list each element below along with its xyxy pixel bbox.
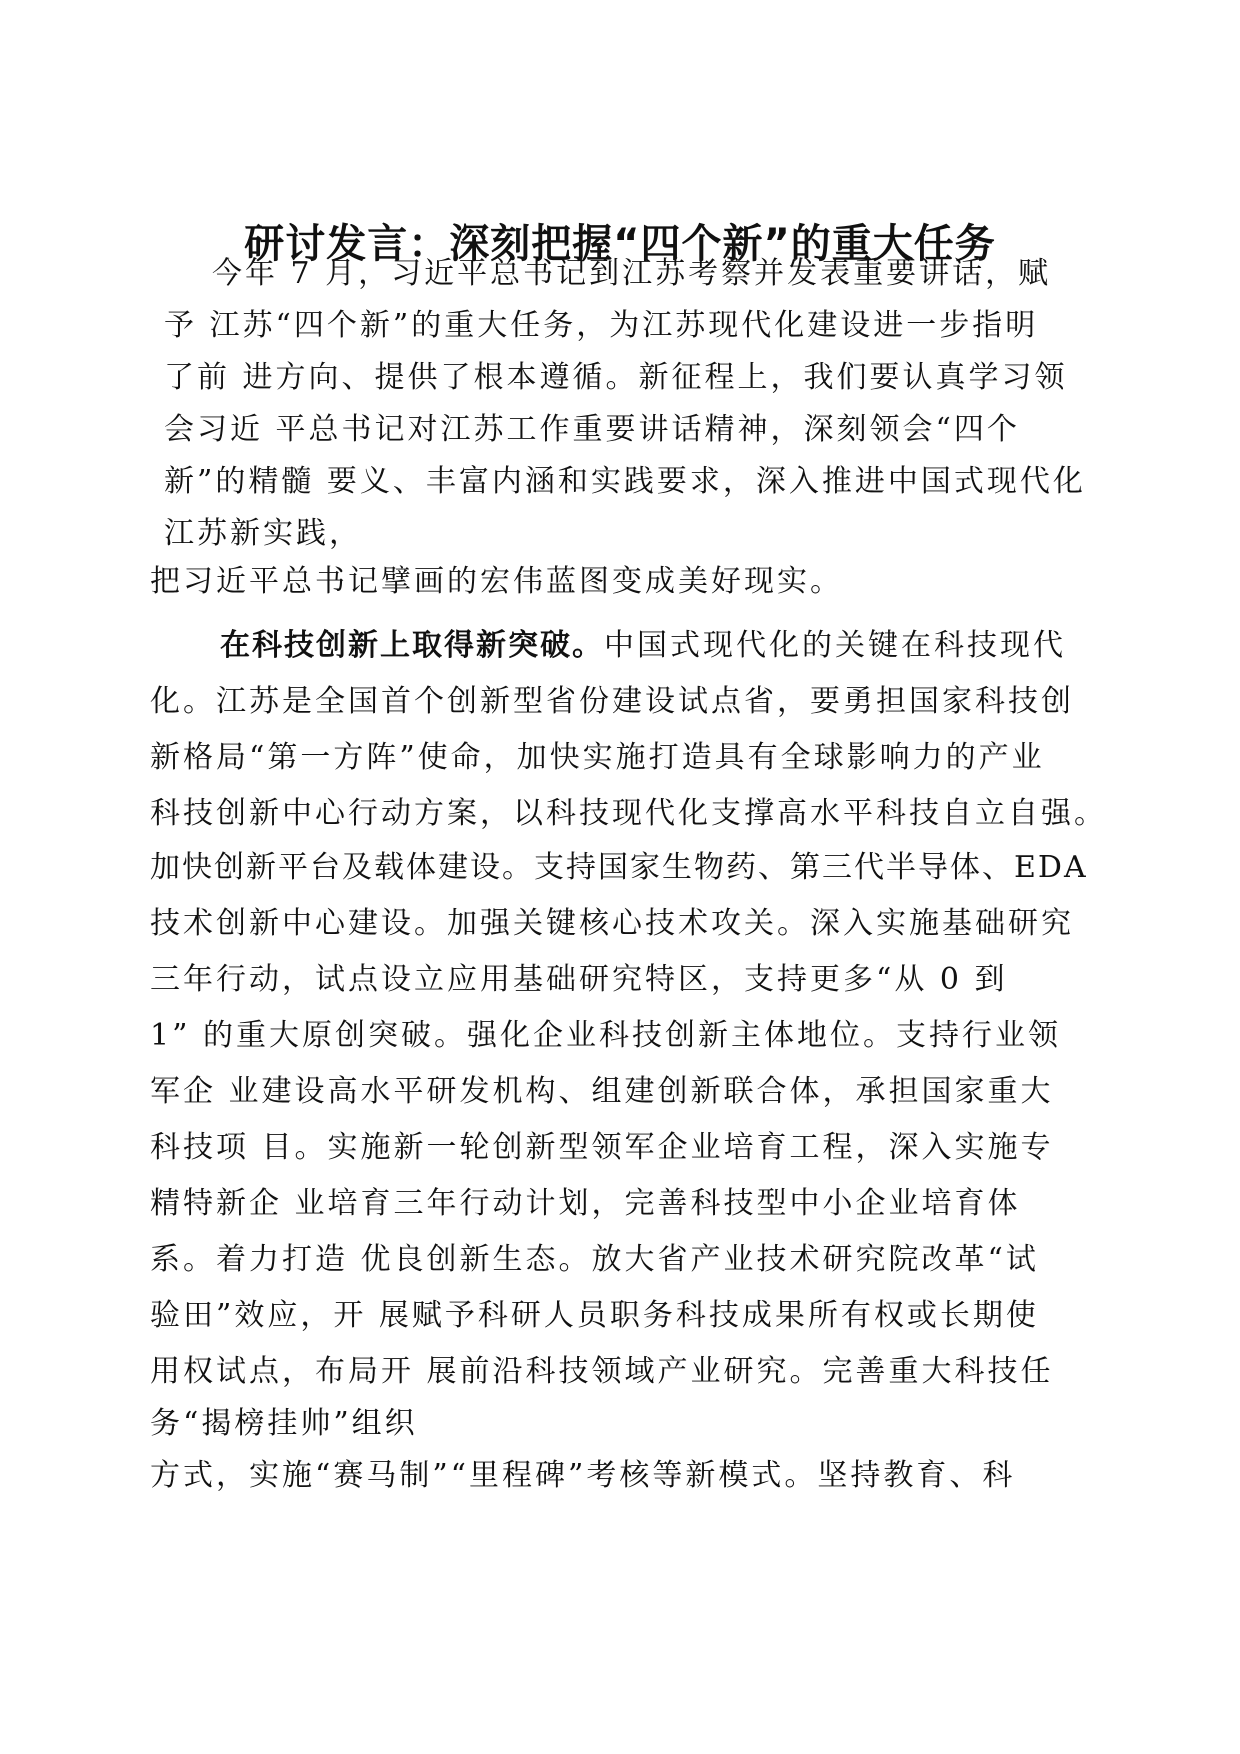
paragraph-2-line-13: 验田”效应，开 展赋予科研人员职务科技成果所有权或长期使 [150, 1298, 1039, 1333]
paragraph-2-line-11: 精特新企 业培育三年行动计划，完善科技型中小企业培育体 [150, 1186, 1021, 1221]
paragraph-2-line-7: 三年行动，试点设立应用基础研究特区，支持更多“从 0 到 [150, 962, 1008, 997]
document-title: 研讨发言：深刻把握“四个新”的重大任务 [244, 221, 996, 267]
paragraph-2-lead: 在科技创新上取得新突破。 [220, 628, 604, 663]
paragraph-2-line-15: 务“揭榜挂帅”组织 [150, 1406, 418, 1441]
paragraph-1-line-5: 新”的精髓 要义、丰富内涵和实践要求，深入推进中国式现代化 [164, 464, 1086, 499]
paragraph-2-line-3: 新格局“第一方阵”使命，加快实施打造具有全球影响力的产业 [150, 740, 1045, 775]
paragraph-2-line-12: 系。着力打造 优良创新生态。放大省产业技术研究院改革“试 [150, 1242, 1039, 1277]
paragraph-2-line-14: 用权试点，布局开 展前沿科技领域产业研究。完善重大科技任 [150, 1354, 1054, 1389]
paragraph-1-line-7: 把习近平总书记擘画的宏伟蓝图变成美好现实。 [150, 564, 843, 599]
paragraph-2-line-10: 科技项 目。实施新一轮创新型领军企业培育工程，深入实施专 [150, 1130, 1054, 1165]
paragraph-2-line-9: 军企 业建设高水平研发机构、组建创新联合体，承担国家重大 [150, 1074, 1054, 1109]
paragraph-2-line-2: 化。江苏是全国首个创新型省份建设试点省，要勇担国家科技创 [150, 684, 1074, 719]
paragraph-2-line-1 [220, 624, 1066, 668]
paragraph-1-line-1: 今年 7 月，习近平总书记到江苏考察并发表重要讲话，赋 [212, 256, 1052, 291]
paragraph-1-line-4: 会习近 平总书记对江苏工作重要讲话精神，深刻领会“四个 [164, 412, 1020, 447]
paragraph-2-line-1-rest: 中国式现代化的关键在科技现代 [604, 628, 1066, 663]
paragraph-1-line-2: 予 江苏“四个新”的重大任务，为江苏现代化建设进一步指明 [164, 308, 1039, 343]
paragraph-1-line-3: 了前 进方向、提供了根本遵循。新征程上，我们要认真学习领 [164, 360, 1068, 395]
paragraph-2-line-16: 方式，实施“赛马制”“里程碑”考核等新模式。坚持教育、科 [150, 1458, 1016, 1493]
paragraph-2-line-8: 1” 的重大原创突破。强化企业科技创新主体地位。支持行业领 [150, 1018, 1061, 1053]
paragraph-2-line-4: 科技创新中心行动方案，以科技现代化支撑高水平科技自立自强。 [150, 796, 1107, 831]
paragraph-2-line-6: 技术创新中心建设。加强关键核心技术攻关。深入实施基础研究 [150, 906, 1074, 941]
paragraph-1-line-6: 江苏新实践， [164, 516, 362, 551]
paragraph-2-line-5: 加快创新平台及载体建设。支持国家生物药、第三代半导体、EDA [150, 850, 1088, 885]
